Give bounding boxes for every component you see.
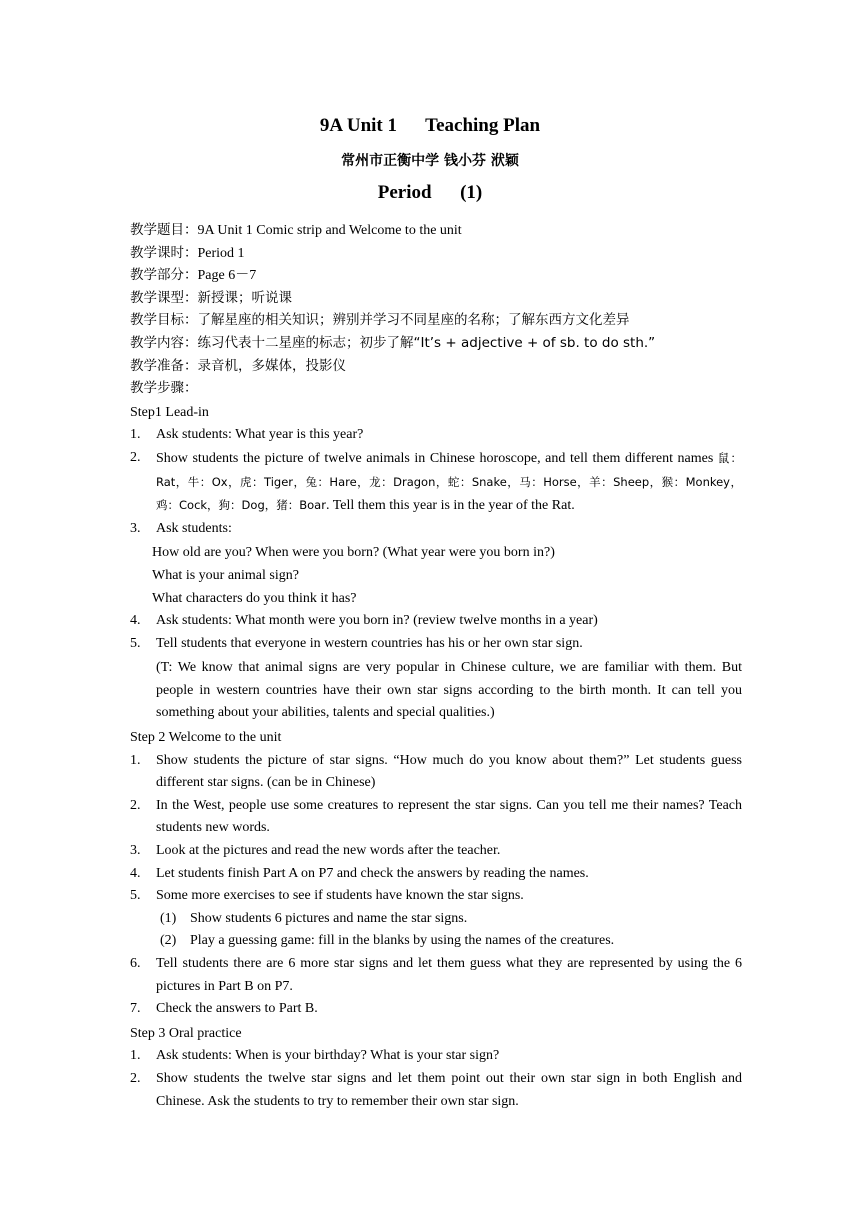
list-item	[130, 885, 742, 908]
item-number: 1.	[130, 427, 141, 443]
info-value: 9A Unit 1 Comic strip and Welcome to the unit	[197, 223, 462, 238]
list-item	[130, 953, 742, 998]
item-text	[156, 447, 742, 518]
item-number: 5.	[130, 635, 141, 651]
item-number: 4.	[130, 865, 141, 881]
list-item	[130, 840, 742, 863]
info-label: 教学步骤：	[130, 380, 198, 397]
sub-item	[130, 908, 742, 931]
list-item	[130, 1045, 742, 1068]
list-item	[130, 750, 742, 795]
sub-item	[130, 930, 742, 953]
info-value: 了解星座的相关知识；辨别并学习不同星座的名称；了解东西方文化差异	[197, 312, 630, 329]
sub-item-text: Play a guessing game: fill in the blanks by using the names of the creatures.	[190, 933, 615, 949]
item-text: Show students the picture of star signs. “How much do you know about them?” Let students guess different star signs. (can be in Chinese)	[156, 752, 742, 791]
list-item	[130, 633, 742, 656]
list-item	[130, 610, 742, 633]
item-text: Ask students: What year is this year?	[156, 427, 364, 443]
list-item	[130, 863, 742, 886]
info-label: 教学准备：	[130, 357, 198, 374]
info-line	[130, 355, 742, 378]
question-line: How old are you? When were you born? (What year were you born in?)	[152, 545, 555, 561]
info-block	[130, 219, 742, 400]
item-number: 4.	[130, 613, 141, 629]
period-heading: Period (1)	[377, 182, 483, 203]
info-label: 教学部分：	[130, 267, 198, 284]
item-number: 2.	[130, 1070, 141, 1086]
item-text-start: Show students the picture of twelve animals in Chinese horoscope, and tell them different names	[156, 450, 718, 466]
info-line	[130, 287, 742, 310]
item-number: 3.	[130, 843, 141, 859]
author-line: 常州市正衡中学 钱小芬 洑颖	[341, 153, 519, 169]
item-text: Ask students:	[156, 520, 232, 536]
list-item	[130, 998, 742, 1021]
item-text: Look at the pictures and read the new words after the teacher.	[156, 843, 501, 859]
info-label: 教学课时：	[130, 244, 198, 261]
step1-heading: Step1 Lead-in	[130, 404, 209, 420]
info-label: 教学课型：	[130, 289, 198, 306]
step2-heading: Step 2 Welcome to the unit	[130, 730, 282, 746]
item-text: Ask students: When is your birthday? What is your star sign?	[156, 1048, 500, 1064]
list-item	[130, 795, 742, 840]
info-label: 教学题目：	[130, 222, 198, 238]
item-number: 2.	[130, 449, 141, 465]
document-body	[130, 219, 742, 1113]
animal-names-1: 鼠：Rat，牛：Ox，虎：Tiger，兔：Hare，龙：Dragon，蛇：Snake，马：Horse，羊：Sheep，	[156, 450, 742, 489]
info-line	[130, 377, 742, 400]
list-item	[130, 424, 742, 447]
info-line	[130, 332, 742, 355]
info-value: 新授课；听说课	[197, 289, 292, 306]
info-label: 教学内容：	[130, 334, 198, 351]
info-label: 教学目标：	[130, 312, 198, 329]
question-line: What is your animal sign?	[152, 567, 299, 583]
document-title: 9A Unit 1 Teaching Plan	[319, 115, 541, 136]
item-text: Tell students that everyone in western countries has his or her own star sign.	[156, 635, 583, 651]
item-number: 3.	[130, 520, 141, 536]
item-number: 2.	[130, 797, 141, 813]
item-text: Show students the twelve star signs and let them point out their own star sign in both English and Chinese. Ask the students to try to remember their own star sign.	[156, 1070, 742, 1109]
info-value: 练习代表十二星座的标志；初步了解“It’s + adjective + of sb. to do sth.”	[197, 334, 656, 351]
item-number: 5.	[130, 888, 141, 904]
info-value: Page 6－7	[197, 268, 257, 284]
info-line	[130, 242, 742, 265]
sub-item-text: Show students 6 pictures and name the star signs.	[190, 910, 468, 926]
list-item	[130, 518, 742, 541]
sub-item-number: (2)	[160, 933, 177, 949]
item-text: Let students finish Part A on P7 and check the answers by reading the names.	[156, 865, 589, 881]
animal-names-2: 猴：Monkey，鸡：Cock，狗：Dog，猪：Boar	[156, 474, 742, 513]
item-number: 6.	[130, 956, 141, 971]
item-text-end: . Tell them this year is in the year of the Rat.	[325, 498, 575, 514]
info-value: 录音机，多媒体，投影仪	[197, 357, 346, 374]
item-text: In the West, people use some creatures to represent the star signs. Can you tell me their names? Teach students new words.	[156, 797, 742, 836]
info-line	[130, 309, 742, 332]
item-number: 1.	[130, 752, 141, 768]
item-text: Check the answers to Part B.	[156, 1001, 318, 1017]
sub-item-number: (1)	[160, 910, 177, 926]
info-line	[130, 264, 742, 287]
question-line: What characters do you think it has?	[152, 590, 357, 606]
step3-heading: Step 3 Oral practice	[130, 1025, 242, 1041]
list-item	[130, 447, 742, 518]
item-text: Tell students there are 6 more star signs and let them guess what they are represented by using the 6 pictures in Part B on P7.	[156, 956, 742, 994]
list-item	[130, 1068, 742, 1113]
item-text: Ask students: What month were you born in? (review twelve months in a year)	[156, 613, 598, 629]
item-text: Some more exercises to see if students have known the star signs.	[156, 888, 524, 904]
info-value: Period 1	[197, 245, 245, 261]
item-number: 1.	[130, 1048, 141, 1064]
item-number: 7.	[130, 1001, 141, 1017]
teacher-note: (T: We know that animal signs are very popular in Chinese culture, we are familiar with them. But people in western countries have their own star signs according to the birth month. It can tell you something about your abilities, talents and special qualities.)	[156, 660, 742, 721]
info-line	[130, 219, 742, 242]
